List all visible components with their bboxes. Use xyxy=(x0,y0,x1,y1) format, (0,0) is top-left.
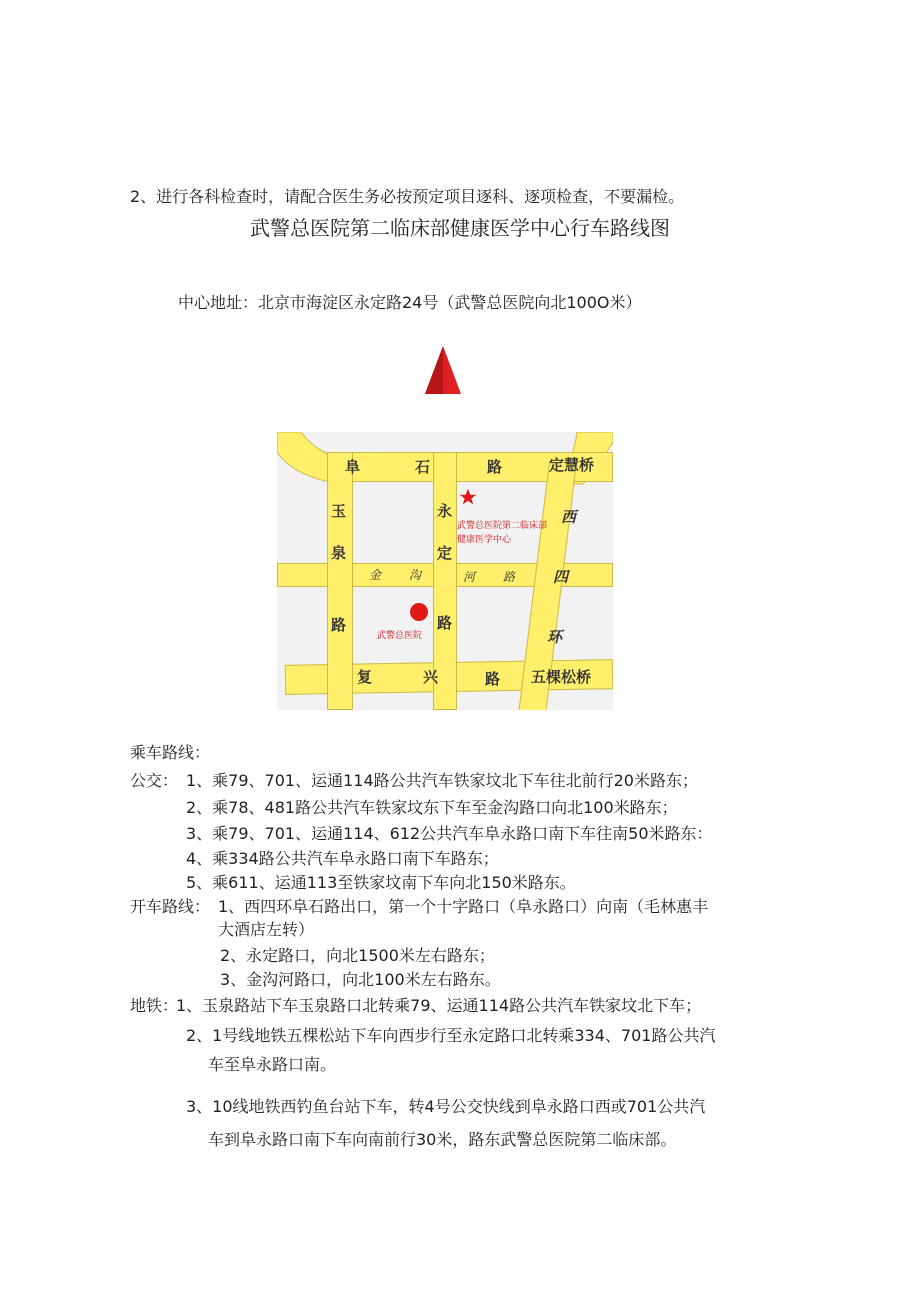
road-label-si: 四 xyxy=(553,568,569,586)
subway-route-3: 3、10线地铁西钓鱼台站下车，转4号公交快线到阜永路口西或701公共汽 xyxy=(186,1097,706,1116)
drive-route-1-cont: 大酒店左转） xyxy=(218,920,315,939)
center-label-line1: 武警总医院第二临床部 xyxy=(457,521,548,531)
bus-route-5: 5、乘611、运通113至铁家坟南下车向北150米路东。 xyxy=(186,873,576,892)
road-label-huan: 环 xyxy=(547,628,563,646)
bus-route-3: 3、乘79、701、运通114、612公共汽车阜永路口南下车往南50米路东： xyxy=(186,824,713,843)
road-label-he: 河 xyxy=(463,570,476,584)
bus-route-2: 2、乘78、481路公共汽车铁家坟东下车至金沟路口向北100米路东； xyxy=(186,798,678,817)
bus-route-1: 1、乘79、701、运通114路公共汽车铁家坟北下车往北前行20米路东； xyxy=(186,771,698,790)
routes-heading: 乘车路线： xyxy=(130,743,211,762)
road-label-lu-jingou: 路 xyxy=(503,570,516,584)
road-label-lu-yuquan: 路 xyxy=(331,616,347,634)
drive-route-1: 1、西四环阜石路出口，第一个十字路口（阜永路口）向南（毛林惠丰 xyxy=(218,897,709,916)
subway-route-2-cont: 车至阜永路口南。 xyxy=(208,1055,337,1074)
subway-route-1: 1、玉泉路站下车玉泉路口北转乘79、运通114路公共汽车铁家坟北下车； xyxy=(176,996,702,1015)
yuquan-road xyxy=(327,452,353,710)
road-label-fu: 阜 xyxy=(345,458,361,476)
subway-route-2: 2、1号线地铁五棵松站下车向西步行至永定路口北转乘334、701路公共汽 xyxy=(186,1026,716,1045)
road-label-fu-fuxing: 复 xyxy=(357,668,373,686)
road-label-yu: 玉 xyxy=(331,502,347,520)
star-marker-icon xyxy=(459,488,477,506)
drive-label: 开车路线： xyxy=(130,897,211,916)
road-label-gou: 沟 xyxy=(409,568,422,582)
north-arrow-icon xyxy=(425,346,461,394)
road-label-shi: 石 xyxy=(415,458,431,476)
road-label-xi: 西 xyxy=(561,508,577,526)
road-label-yong: 永 xyxy=(437,502,453,520)
bus-route-4: 4、乘334路公共汽车阜永路口南下车路东； xyxy=(186,849,499,868)
road-label-jin: 金 xyxy=(369,568,382,582)
bus-label: 公交： xyxy=(130,771,179,790)
hospital-label: 武警总医院 xyxy=(377,631,423,641)
wukesong-bridge-label: 五棵松桥 xyxy=(531,668,592,686)
subway-label: 地铁： xyxy=(130,996,179,1015)
road-label-ding: 定 xyxy=(437,544,453,562)
hospital-dot-icon xyxy=(409,602,429,622)
route-map xyxy=(277,432,613,710)
dinghui-bridge-label: 定慧桥 xyxy=(549,456,595,474)
drive-route-2: 2、永定路口，向北1500米左右路东； xyxy=(220,946,495,965)
drive-route-3: 3、金沟河路口，向北100米左右路东。 xyxy=(220,970,501,989)
checkup-note: 2、进行各科检查时，请配合医生务必按预定项目逐科、逐项检查，不要漏检。 xyxy=(130,187,685,206)
road-label-lu-fuxing: 路 xyxy=(485,670,501,688)
road-label-lu-fushi: 路 xyxy=(487,458,503,476)
page-title: 武警总医院第二临床部健康医学中心行车路线图 xyxy=(250,216,670,240)
road-label-xing: 兴 xyxy=(423,668,439,686)
road-label-lu-yongding: 路 xyxy=(437,614,453,632)
subway-route-3-cont: 车到阜永路口南下车向南前行30米，路东武警总医院第二临床部。 xyxy=(208,1130,677,1149)
center-label-line2: 健康医学中心 xyxy=(457,535,512,545)
center-address: 中心地址：北京市海淀区永定路24号（武警总医院向北100O米） xyxy=(178,293,642,312)
road-label-quan: 泉 xyxy=(331,544,347,562)
